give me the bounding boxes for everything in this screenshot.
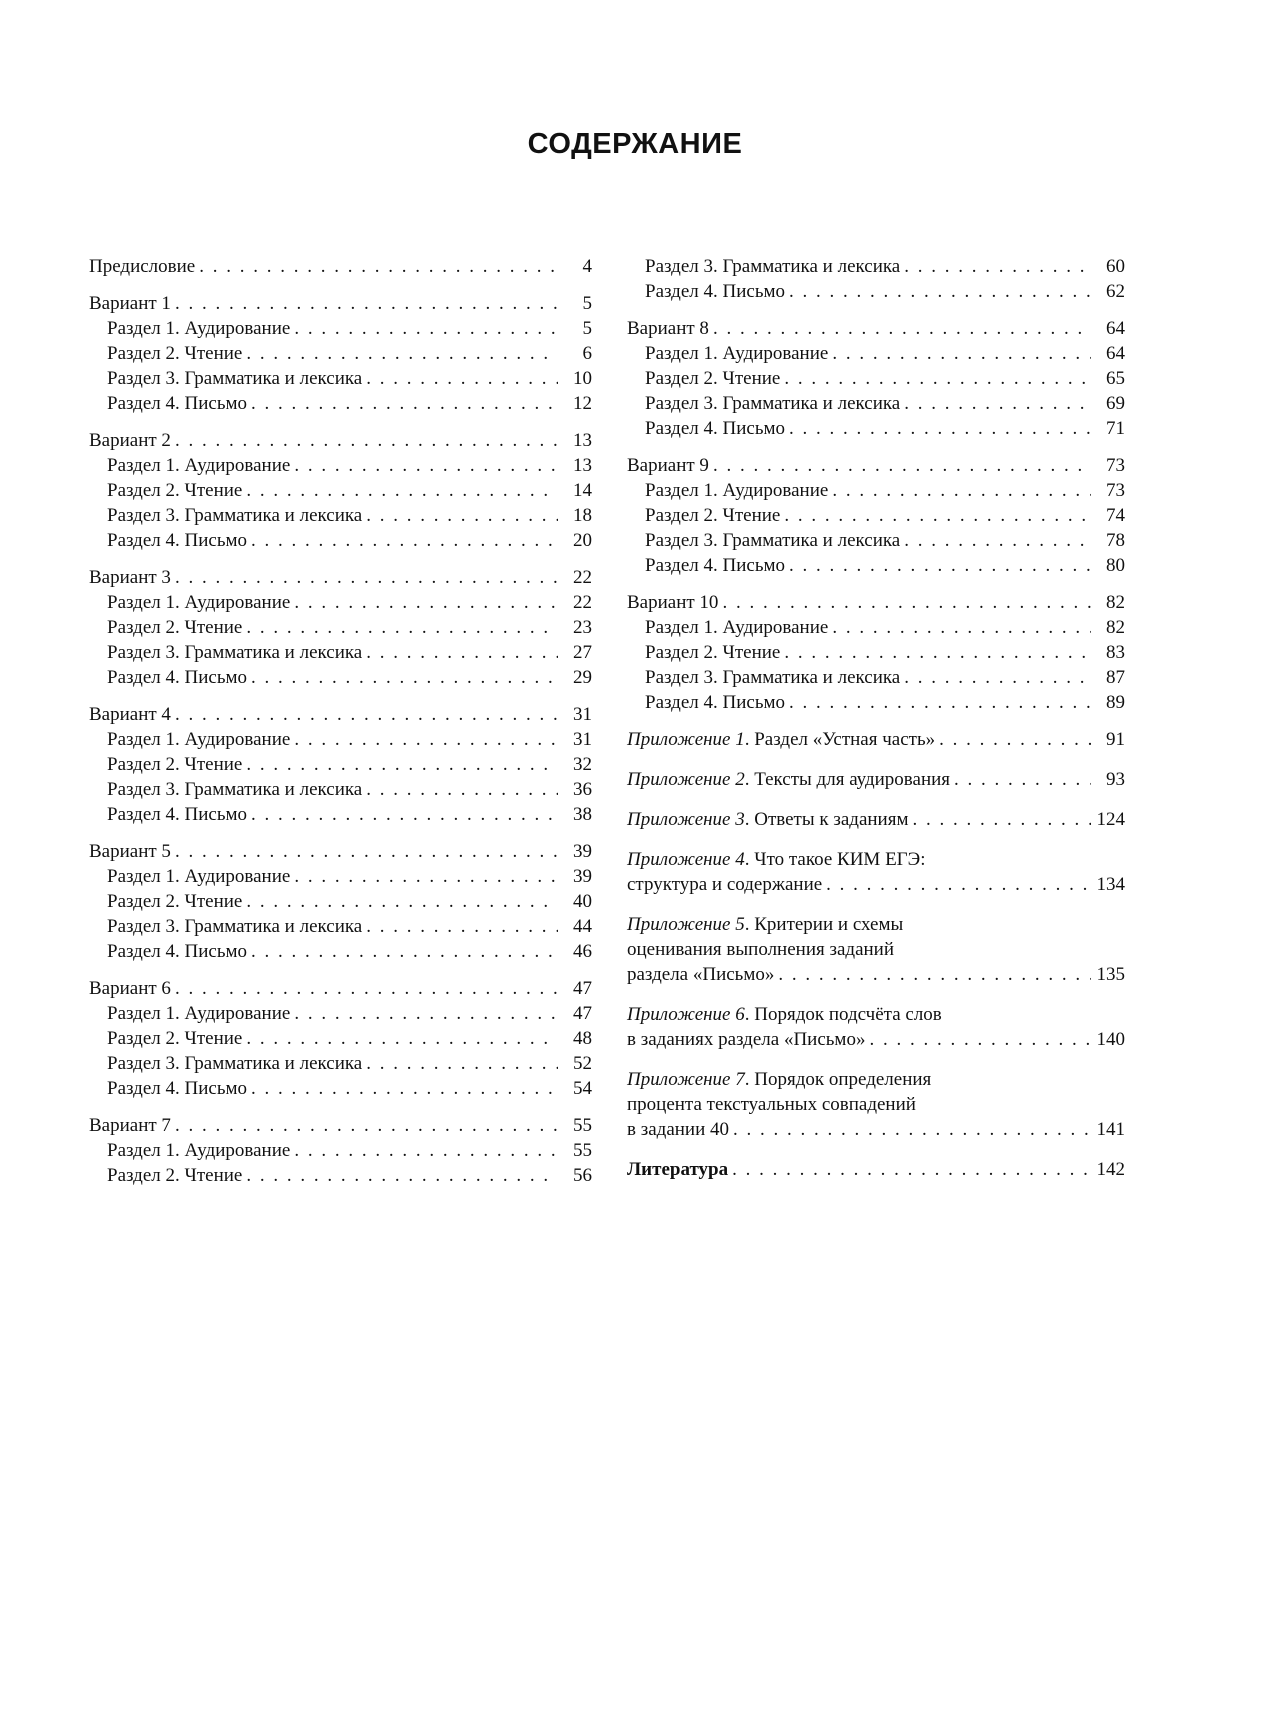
- toc-variant-group: [627, 453, 1125, 578]
- toc-page-number: 44: [573, 916, 592, 937]
- dot-leader: [789, 279, 1091, 304]
- toc-label: Вариант 1: [89, 293, 171, 314]
- toc-page-number: 48: [573, 1028, 592, 1049]
- toc-label: Раздел 1. Аудирование: [645, 343, 829, 364]
- toc-row[interactable]: [627, 416, 1125, 441]
- toc-page-number: 46: [573, 941, 592, 962]
- toc-page-number: 39: [573, 866, 592, 887]
- toc-appendix-entry: [627, 847, 1125, 897]
- toc-page-number: 22: [573, 592, 592, 613]
- toc-label: Приложение 4. Что такое КИМ ЕГЭ:: [627, 849, 926, 870]
- toc-label: Раздел 2. Чтение: [645, 368, 781, 389]
- toc-label: Приложение 6. Порядок подсчёта слов: [627, 1004, 942, 1025]
- dot-leader: [251, 939, 558, 964]
- appendix-title-line: раздела «Письмо»: [627, 964, 775, 985]
- toc-page-number: 31: [573, 729, 592, 750]
- toc-row[interactable]: [627, 366, 1125, 391]
- toc-appendix-entry: [627, 1002, 1125, 1052]
- toc-row[interactable]: [627, 640, 1125, 665]
- toc-page-number: 73: [1106, 455, 1125, 476]
- toc-variant-group: [89, 291, 592, 416]
- toc-label: Раздел 4. Письмо: [107, 530, 248, 551]
- toc-page-number: 78: [1106, 530, 1125, 551]
- dot-leader: [784, 503, 1091, 528]
- dot-leader: [904, 528, 1091, 553]
- toc-variant-group: [627, 316, 1125, 441]
- dot-leader: [199, 254, 558, 279]
- toc-row[interactable]: [89, 640, 592, 665]
- dot-leader: [246, 752, 558, 777]
- toc-label: Раздел 1. Аудирование: [107, 1140, 291, 1161]
- toc-page-number: 62: [1106, 281, 1125, 302]
- toc-row[interactable]: [89, 802, 592, 827]
- toc-label: Раздел 2. Чтение: [107, 1028, 243, 1049]
- dot-leader: [251, 802, 558, 827]
- dot-leader: [294, 453, 558, 478]
- toc-label: Раздел 2. Чтение: [645, 642, 781, 663]
- toc-row[interactable]: [89, 565, 592, 590]
- toc-line: [627, 1067, 1125, 1092]
- toc-row[interactable]: [89, 777, 592, 802]
- toc-row[interactable]: [627, 615, 1125, 640]
- toc-row[interactable]: [89, 839, 592, 864]
- appendix-prefix: Приложение 3: [627, 809, 745, 830]
- appendix-prefix: Приложение 2: [627, 769, 745, 790]
- toc-page-number: 55: [573, 1140, 592, 1161]
- toc-label: Приложение 1. Раздел «Устная часть»: [627, 729, 936, 750]
- dot-leader: [832, 615, 1091, 640]
- dot-leader: [251, 665, 558, 690]
- dot-leader: [904, 391, 1091, 416]
- toc-line: [627, 1092, 1125, 1117]
- toc-variant-group: [89, 702, 592, 827]
- toc-row[interactable]: [627, 316, 1125, 341]
- toc-page-number: 52: [573, 1053, 592, 1074]
- toc-label: Раздел 3. Грамматика и лексика: [645, 667, 901, 688]
- toc-label: Вариант 5: [89, 841, 171, 862]
- appendix-title-line: структура и содержание: [627, 874, 823, 895]
- dot-leader: [913, 807, 1092, 832]
- toc-row[interactable]: [627, 478, 1125, 503]
- toc-line: [627, 912, 1125, 937]
- dot-leader: [175, 1113, 558, 1138]
- toc-row[interactable]: [627, 528, 1125, 553]
- dot-leader: [366, 503, 558, 528]
- toc-page-number: 60: [1106, 256, 1125, 277]
- toc-label: Раздел 4. Письмо: [645, 555, 786, 576]
- toc-label: Раздел 4. Письмо: [107, 1078, 248, 1099]
- appendix-title-line: в задании 40: [627, 1119, 730, 1140]
- toc-label: Приложение 7. Порядок определения: [627, 1069, 932, 1090]
- dot-leader: [246, 478, 558, 503]
- toc-label: [627, 1094, 916, 1115]
- toc-page-number: 13: [573, 430, 592, 451]
- toc-entry-literature: [627, 1157, 1125, 1182]
- toc-row[interactable]: [627, 1157, 1125, 1182]
- toc-page-number: 71: [1106, 418, 1125, 439]
- dot-leader: [175, 428, 558, 453]
- dot-leader: [294, 1138, 558, 1163]
- toc-label: Раздел 3. Грамматика и лексика: [107, 368, 363, 389]
- dot-leader: [175, 702, 558, 727]
- toc-label: Раздел 1. Аудирование: [107, 592, 291, 613]
- toc-row[interactable]: [627, 1117, 1125, 1142]
- toc-row[interactable]: [627, 727, 1125, 752]
- dot-leader: [904, 665, 1091, 690]
- toc-appendix-entry: [627, 912, 1125, 987]
- toc-label: Вариант 6: [89, 978, 171, 999]
- toc-label: Вариант 10: [627, 592, 719, 613]
- toc-page-number: 141: [1096, 1119, 1125, 1140]
- toc-row[interactable]: [627, 453, 1125, 478]
- dot-leader: [954, 767, 1091, 792]
- dot-leader: [246, 1026, 558, 1051]
- toc-page-number: 55: [573, 1115, 592, 1136]
- dot-leader: [832, 478, 1091, 503]
- toc-row[interactable]: [89, 976, 592, 1001]
- toc-page-number: 36: [573, 779, 592, 800]
- toc-label: Вариант 9: [627, 455, 709, 476]
- toc-label: [627, 1117, 729, 1142]
- toc-row[interactable]: [89, 528, 592, 553]
- dot-leader: [869, 1027, 1091, 1052]
- toc-label: Вариант 2: [89, 430, 171, 451]
- toc-row[interactable]: [89, 702, 592, 727]
- toc-page-number: 14: [573, 480, 592, 501]
- toc-page-number: 64: [1106, 343, 1125, 364]
- toc-page-number: 80: [1106, 555, 1125, 576]
- dot-leader: [246, 341, 558, 366]
- toc-row[interactable]: [627, 1027, 1125, 1052]
- toc-page-number: 29: [573, 667, 592, 688]
- appendix-title-line: оценивания выполнения заданий: [627, 939, 895, 960]
- toc-label: Раздел 2. Чтение: [107, 480, 243, 501]
- toc-page-number: 82: [1106, 617, 1125, 638]
- toc-row[interactable]: [89, 1138, 592, 1163]
- toc-column-right: [627, 254, 1125, 1194]
- toc-page-number: 69: [1106, 393, 1125, 414]
- toc-row[interactable]: [627, 807, 1125, 832]
- dot-leader: [366, 640, 558, 665]
- toc-variant-group: [89, 976, 592, 1101]
- toc-label: Литература: [627, 1159, 729, 1180]
- toc-page-number: 23: [573, 617, 592, 638]
- appendix-prefix: Приложение 1: [627, 729, 745, 750]
- dot-leader: [713, 316, 1091, 341]
- toc-label: Раздел 3. Грамматика и лексика: [107, 505, 363, 526]
- toc-label: Раздел 2. Чтение: [107, 617, 243, 638]
- toc-page-number: 4: [582, 256, 592, 277]
- dot-leader: [366, 1051, 558, 1076]
- toc-label: Раздел 2. Чтение: [107, 754, 243, 775]
- toc-row[interactable]: [89, 503, 592, 528]
- dot-leader: [732, 1157, 1091, 1182]
- toc-label: Раздел 2. Чтение: [645, 505, 781, 526]
- toc-row[interactable]: [89, 316, 592, 341]
- toc-row[interactable]: [627, 767, 1125, 792]
- dot-leader: [904, 254, 1091, 279]
- toc-page-number: 12: [573, 393, 592, 414]
- toc-row[interactable]: [627, 391, 1125, 416]
- toc-page-number: 82: [1106, 592, 1125, 613]
- toc-page-number: 47: [573, 978, 592, 999]
- toc-page-number: 65: [1106, 368, 1125, 389]
- toc-page-number: 64: [1106, 318, 1125, 339]
- appendix-title-line: Ответы к заданиям: [754, 809, 909, 830]
- appendix-title-line: в заданиях раздела «Письмо»: [627, 1029, 866, 1050]
- toc-page-number: 140: [1096, 1029, 1125, 1050]
- toc-row[interactable]: [627, 590, 1125, 615]
- toc-label: Раздел 1. Аудирование: [107, 1003, 291, 1024]
- dot-leader: [789, 690, 1091, 715]
- toc-row[interactable]: [89, 889, 592, 914]
- appendix-title-line: Что такое КИМ ЕГЭ:: [754, 849, 926, 870]
- toc-row[interactable]: [89, 1026, 592, 1051]
- appendix-prefix: Приложение 7: [627, 1069, 745, 1090]
- toc-page-number: 5: [582, 293, 592, 314]
- toc-page-number: 74: [1106, 505, 1125, 526]
- toc-page-number: 6: [582, 343, 592, 364]
- toc-label: Раздел 4. Письмо: [107, 804, 248, 825]
- dot-leader: [939, 727, 1091, 752]
- toc-row[interactable]: [89, 1076, 592, 1101]
- appendix-title-line: Раздел «Устная часть»: [754, 729, 936, 750]
- toc-page-number: 10: [573, 368, 592, 389]
- dot-leader: [366, 366, 558, 391]
- toc-row[interactable]: [89, 478, 592, 503]
- toc-page-number: 89: [1106, 692, 1125, 713]
- toc-row[interactable]: [89, 291, 592, 316]
- toc-row[interactable]: [89, 914, 592, 939]
- dot-leader: [789, 553, 1091, 578]
- toc-page-number: 87: [1106, 667, 1125, 688]
- toc-page-number: 13: [573, 455, 592, 476]
- toc-row[interactable]: [89, 341, 592, 366]
- dot-leader: [246, 615, 558, 640]
- toc-label: Раздел 1. Аудирование: [645, 617, 829, 638]
- toc-label: Раздел 1. Аудирование: [645, 480, 829, 501]
- toc-line: [627, 847, 1125, 872]
- toc-page-number: 22: [573, 567, 592, 588]
- toc-label: Приложение 3. Ответы к заданиям: [627, 809, 909, 830]
- toc-row[interactable]: [89, 864, 592, 889]
- toc-appendix-entry: [627, 727, 1125, 752]
- toc-label: Вариант 8: [627, 318, 709, 339]
- appendix-title-line: Порядок определения: [754, 1069, 932, 1090]
- toc-page-number: 39: [573, 841, 592, 862]
- toc-row[interactable]: [627, 665, 1125, 690]
- toc-line: [627, 937, 1125, 962]
- dot-leader: [784, 366, 1091, 391]
- toc-row[interactable]: [627, 341, 1125, 366]
- dot-leader: [246, 889, 558, 914]
- toc-label: Приложение 5. Критерии и схемы: [627, 914, 904, 935]
- toc-row[interactable]: [627, 254, 1125, 279]
- toc-label: Раздел 3. Грамматика и лексика: [107, 1053, 363, 1074]
- toc-label: Раздел 1. Аудирование: [107, 866, 291, 887]
- toc-page-number: 20: [573, 530, 592, 551]
- toc-row[interactable]: [89, 391, 592, 416]
- toc-label: Раздел 3. Грамматика и лексика: [107, 779, 363, 800]
- dot-leader: [246, 1163, 558, 1188]
- dot-leader: [175, 976, 558, 1001]
- toc-page-number: 32: [573, 754, 592, 775]
- toc-page-number: 134: [1096, 874, 1125, 895]
- dot-leader: [832, 341, 1091, 366]
- toc-appendix-entry: [627, 807, 1125, 832]
- toc-label: Раздел 3. Грамматика и лексика: [645, 256, 901, 277]
- toc-label: [627, 962, 774, 987]
- toc-appendix-entry: [627, 767, 1125, 792]
- dot-leader: [722, 590, 1091, 615]
- toc-label: Раздел 4. Письмо: [645, 692, 786, 713]
- toc-continued-sections: [627, 254, 1125, 304]
- toc-variant-group: [89, 1113, 592, 1188]
- toc-row[interactable]: [89, 752, 592, 777]
- appendix-prefix: Приложение 6: [627, 1004, 745, 1025]
- toc-page-number: 54: [573, 1078, 592, 1099]
- toc-row[interactable]: [89, 615, 592, 640]
- toc-label: Раздел 2. Чтение: [107, 891, 243, 912]
- dot-leader: [784, 640, 1091, 665]
- dot-leader: [778, 962, 1091, 987]
- toc-label: Раздел 4. Письмо: [645, 418, 786, 439]
- dot-leader: [294, 316, 558, 341]
- toc-page-number: 38: [573, 804, 592, 825]
- toc-row[interactable]: [627, 872, 1125, 897]
- dot-leader: [175, 565, 558, 590]
- toc-row[interactable]: [89, 254, 592, 279]
- toc-row[interactable]: [89, 366, 592, 391]
- toc-label: Предисловие: [89, 256, 196, 277]
- appendix-title-line: Порядок подсчёта слов: [754, 1004, 942, 1025]
- toc-row[interactable]: [627, 503, 1125, 528]
- toc-label: Раздел 2. Чтение: [107, 1165, 243, 1186]
- dot-leader: [789, 416, 1091, 441]
- toc-page-number: 83: [1106, 642, 1125, 663]
- toc-label: Раздел 1. Аудирование: [107, 729, 291, 750]
- toc-row[interactable]: [89, 665, 592, 690]
- toc-page-number: 56: [573, 1165, 592, 1186]
- toc-label: Вариант 7: [89, 1115, 171, 1136]
- toc-page-number: 142: [1096, 1159, 1125, 1180]
- toc-row[interactable]: [627, 279, 1125, 304]
- toc-variant-group: [627, 590, 1125, 715]
- dot-leader: [294, 727, 558, 752]
- page-title: СОДЕРЖАНИЕ: [527, 128, 743, 160]
- toc-row[interactable]: [89, 727, 592, 752]
- toc-label: Вариант 4: [89, 704, 171, 725]
- appendix-prefix: Приложение 5: [627, 914, 745, 935]
- toc-row[interactable]: [89, 453, 592, 478]
- toc-page-number: 73: [1106, 480, 1125, 501]
- toc-page-number: 5: [582, 318, 592, 339]
- toc-column-left: [89, 254, 592, 1200]
- toc-label: Раздел 4. Письмо: [107, 941, 248, 962]
- toc-label: Раздел 4. Письмо: [645, 281, 786, 302]
- toc-page-number: 91: [1106, 729, 1125, 750]
- toc-label: Раздел 2. Чтение: [107, 343, 243, 364]
- dot-leader: [294, 864, 558, 889]
- dot-leader: [713, 453, 1091, 478]
- toc-page-number: 135: [1096, 964, 1125, 985]
- dot-leader: [175, 839, 558, 864]
- toc-row[interactable]: [627, 553, 1125, 578]
- toc-label: Вариант 3: [89, 567, 171, 588]
- toc-variant-group: [89, 428, 592, 553]
- toc-row[interactable]: [627, 690, 1125, 715]
- toc-entry-preface: [89, 254, 592, 279]
- dot-leader: [294, 1001, 558, 1026]
- toc-row[interactable]: [89, 939, 592, 964]
- toc-page-number: 31: [573, 704, 592, 725]
- dot-leader: [251, 1076, 558, 1101]
- toc-row[interactable]: [627, 962, 1125, 987]
- toc-variant-group: [89, 565, 592, 690]
- toc-label: Раздел 3. Грамматика и лексика: [107, 916, 363, 937]
- toc-label: [627, 1027, 865, 1052]
- dot-leader: [366, 777, 558, 802]
- toc-label: Раздел 3. Грамматика и лексика: [107, 642, 363, 663]
- appendix-title-line: Критерии и схемы: [754, 914, 904, 935]
- dot-leader: [733, 1117, 1091, 1142]
- toc-row[interactable]: [89, 1051, 592, 1076]
- appendix-title-line: процента текстуальных совпадений: [627, 1094, 916, 1115]
- dot-leader: [826, 872, 1091, 897]
- toc-row[interactable]: [89, 1163, 592, 1188]
- dot-leader: [251, 528, 558, 553]
- toc-row[interactable]: [89, 590, 592, 615]
- dot-leader: [251, 391, 558, 416]
- toc-page-number: 40: [573, 891, 592, 912]
- toc-label: [627, 939, 894, 960]
- appendix-prefix: Приложение 4: [627, 849, 745, 870]
- dot-leader: [175, 291, 558, 316]
- toc-label: Раздел 4. Письмо: [107, 393, 248, 414]
- appendix-title-line: Тексты для аудирования: [754, 769, 951, 790]
- dot-leader: [366, 914, 558, 939]
- toc-page-number: 47: [573, 1003, 592, 1024]
- toc-label: Раздел 1. Аудирование: [107, 455, 291, 476]
- toc-line: [627, 1002, 1125, 1027]
- toc-label: Приложение 2. Тексты для аудирования: [627, 769, 951, 790]
- dot-leader: [294, 590, 558, 615]
- toc-row[interactable]: [89, 428, 592, 453]
- toc-label: Раздел 4. Письмо: [107, 667, 248, 688]
- toc-label: Раздел 3. Грамматика и лексика: [645, 530, 901, 551]
- toc-appendix-entry: [627, 1067, 1125, 1142]
- toc-page-number: 93: [1106, 769, 1125, 790]
- toc-variant-group: [89, 839, 592, 964]
- toc-row[interactable]: [89, 1113, 592, 1138]
- toc-row[interactable]: [89, 1001, 592, 1026]
- toc-label: [627, 872, 822, 897]
- toc-page-number: 124: [1096, 809, 1125, 830]
- toc-page-number: 18: [573, 505, 592, 526]
- toc-label: Раздел 1. Аудирование: [107, 318, 291, 339]
- toc-label: Раздел 3. Грамматика и лексика: [645, 393, 901, 414]
- toc-page-number: 27: [573, 642, 592, 663]
